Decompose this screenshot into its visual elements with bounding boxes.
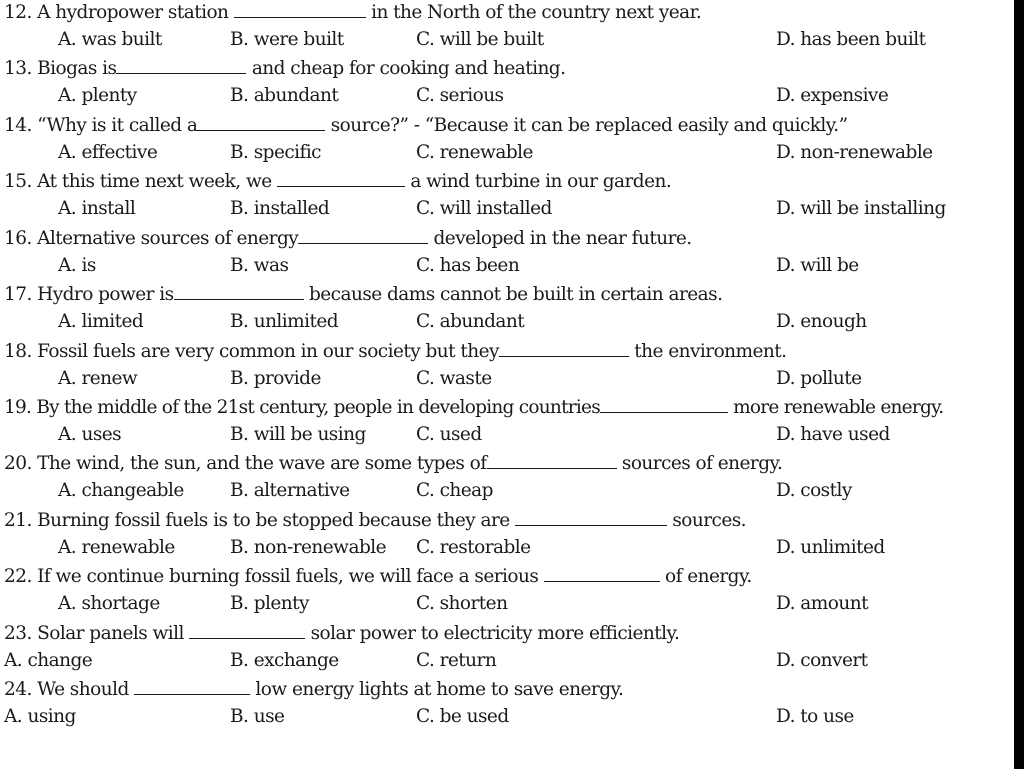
question-number: 12. (4, 2, 32, 23)
answer-blank[interactable] (515, 508, 667, 526)
question-number: 19. (4, 397, 32, 418)
option-d[interactable]: D. convert (776, 650, 868, 671)
stem-after: more renewable energy. (733, 397, 944, 418)
stem-after: developed in the near future. (433, 228, 692, 249)
option-c[interactable]: C. will be built (416, 29, 544, 50)
option-b[interactable]: B. alternative (230, 480, 350, 501)
option-c[interactable]: C. used (416, 424, 482, 445)
question-15 (0, 169, 1010, 225)
option-b[interactable]: B. unlimited (230, 311, 339, 332)
option-b[interactable]: B. abundant (230, 85, 339, 106)
question-number: 15. (4, 171, 32, 192)
question-stem (4, 508, 746, 534)
question-12 (0, 0, 1010, 56)
option-a[interactable]: A. is (58, 255, 96, 276)
stem-after: because dams cannot be built in certain areas. (308, 284, 723, 305)
question-24 (0, 677, 1010, 733)
option-a[interactable]: A. renew (58, 368, 138, 389)
question-19 (0, 395, 1010, 451)
stem-before: If we continue burning fossil fuels, we will face a serious (37, 566, 539, 587)
option-b[interactable]: B. plenty (230, 593, 309, 614)
option-d[interactable]: D. to use (776, 706, 854, 727)
option-d[interactable]: D. has been built (776, 29, 926, 50)
answer-blank[interactable] (174, 282, 304, 300)
stem-before: Hydro power is (37, 284, 174, 305)
option-c[interactable]: C. cheap (416, 480, 493, 501)
option-c[interactable]: C. renewable (416, 142, 533, 163)
stem-after: of energy. (664, 566, 752, 587)
stem-after: and cheap for cooking and heating. (251, 58, 566, 79)
question-number: 13. (4, 58, 32, 79)
question-17 (0, 282, 1010, 338)
stem-before: Alternative sources of energy (37, 228, 299, 249)
option-a[interactable]: A. shortage (58, 593, 160, 614)
question-number: 16. (4, 228, 32, 249)
option-a[interactable]: A. using (4, 706, 76, 727)
option-d[interactable]: D. pollute (776, 368, 862, 389)
stem-after: solar power to electricity more efficiently. (310, 623, 680, 644)
question-number: 22. (4, 566, 32, 587)
question-14 (0, 113, 1010, 169)
question-23 (0, 621, 1010, 677)
question-22 (0, 564, 1010, 620)
option-c[interactable]: C. waste (416, 368, 492, 389)
option-a[interactable]: A. install (58, 198, 136, 219)
question-18 (0, 339, 1010, 395)
option-c[interactable]: C. return (416, 650, 497, 671)
question-stem (4, 564, 752, 590)
question-number: 24. (4, 679, 32, 700)
question-number: 18. (4, 341, 32, 362)
option-d[interactable]: D. expensive (776, 85, 889, 106)
option-c[interactable]: C. be used (416, 706, 509, 727)
option-c[interactable]: C. will installed (416, 198, 552, 219)
option-c[interactable]: C. shorten (416, 593, 508, 614)
question-stem (4, 226, 692, 252)
option-d[interactable]: D. will be (776, 255, 859, 276)
stem-after: a wind turbine in our garden. (410, 171, 672, 192)
option-c[interactable]: C. serious (416, 85, 504, 106)
answer-blank[interactable] (298, 226, 428, 244)
question-stem (4, 113, 847, 139)
question-stem (4, 395, 943, 421)
option-b[interactable]: B. provide (230, 368, 321, 389)
option-a[interactable]: A. changeable (58, 480, 184, 501)
answer-blank[interactable] (234, 0, 366, 18)
option-b[interactable]: B. exchange (230, 650, 339, 671)
option-d[interactable]: D. amount (776, 593, 868, 614)
answer-blank[interactable] (487, 451, 617, 469)
option-a[interactable]: A. renewable (58, 537, 175, 558)
option-d[interactable]: D. will be installing (776, 198, 946, 219)
option-b[interactable]: B. was (230, 255, 289, 276)
answer-blank[interactable] (600, 395, 728, 413)
stem-before: A hydropower station (37, 2, 229, 23)
question-stem (4, 56, 565, 82)
question-number: 17. (4, 284, 32, 305)
answer-blank[interactable] (499, 339, 629, 357)
option-b[interactable]: B. specific (230, 142, 321, 163)
question-stem (4, 0, 701, 26)
stem-before: “Why is it called a (37, 115, 198, 136)
option-a[interactable]: A. limited (58, 311, 144, 332)
option-c[interactable]: C. has been (416, 255, 520, 276)
question-20 (0, 451, 1010, 507)
option-d[interactable]: D. unlimited (776, 537, 885, 558)
option-b[interactable]: B. installed (230, 198, 330, 219)
stem-after: sources of energy. (621, 453, 783, 474)
stem-after: source?” - “Because it can be replaced easily and quickly.” (330, 115, 848, 136)
question-stem (4, 282, 722, 308)
question-stem (4, 339, 787, 365)
option-a[interactable]: A. uses (58, 424, 122, 445)
stem-after: low energy lights at home to save energy. (255, 679, 624, 700)
question-stem (4, 621, 679, 647)
question-stem (4, 169, 671, 195)
right-edge-bar (1014, 0, 1024, 769)
stem-before: Solar panels will (37, 623, 184, 644)
question-stem (4, 451, 782, 477)
answer-blank[interactable] (189, 621, 305, 639)
stem-before: At this time next week, we (37, 171, 272, 192)
option-a[interactable]: A. was built (58, 29, 162, 50)
option-d[interactable]: D. non-renewable (776, 142, 933, 163)
stem-before: Fossil fuels are very common in our society but they (37, 341, 499, 362)
stem-before: Biogas is (37, 58, 117, 79)
option-a[interactable]: A. change (4, 650, 93, 671)
stem-before: Burning fossil fuels is to be stopped because they are (37, 510, 510, 531)
answer-blank[interactable] (116, 56, 246, 74)
question-number: 20. (4, 453, 32, 474)
answer-blank[interactable] (134, 677, 250, 695)
option-c[interactable]: C. restorable (416, 537, 531, 558)
option-a[interactable]: A. plenty (58, 85, 137, 106)
question-number: 14. (4, 115, 32, 136)
answer-blank[interactable] (277, 169, 405, 187)
question-number: 21. (4, 510, 32, 531)
option-d[interactable]: D. costly (776, 480, 852, 501)
option-b[interactable]: B. use (230, 706, 285, 727)
option-b[interactable]: B. were built (230, 29, 344, 50)
question-13 (0, 56, 1010, 112)
stem-after: sources. (672, 510, 747, 531)
answer-blank[interactable] (544, 564, 660, 582)
option-d[interactable]: D. enough (776, 311, 867, 332)
stem-after: the environment. (634, 341, 787, 362)
stem-before: The wind, the sun, and the wave are some types of (37, 453, 487, 474)
option-b[interactable]: B. will be using (230, 424, 366, 445)
stem-before: We should (37, 679, 129, 700)
question-stem (4, 677, 623, 703)
stem-before: By the middle of the 21st century, people in developing countries (36, 397, 600, 418)
question-21 (0, 508, 1010, 564)
option-c[interactable]: C. abundant (416, 311, 525, 332)
option-a[interactable]: A. effective (58, 142, 158, 163)
stem-after: in the North of the country next year. (371, 2, 702, 23)
option-b[interactable]: B. non-renewable (230, 537, 387, 558)
answer-blank[interactable] (197, 113, 325, 131)
question-16 (0, 226, 1010, 282)
option-d[interactable]: D. have used (776, 424, 890, 445)
question-number: 23. (4, 623, 32, 644)
